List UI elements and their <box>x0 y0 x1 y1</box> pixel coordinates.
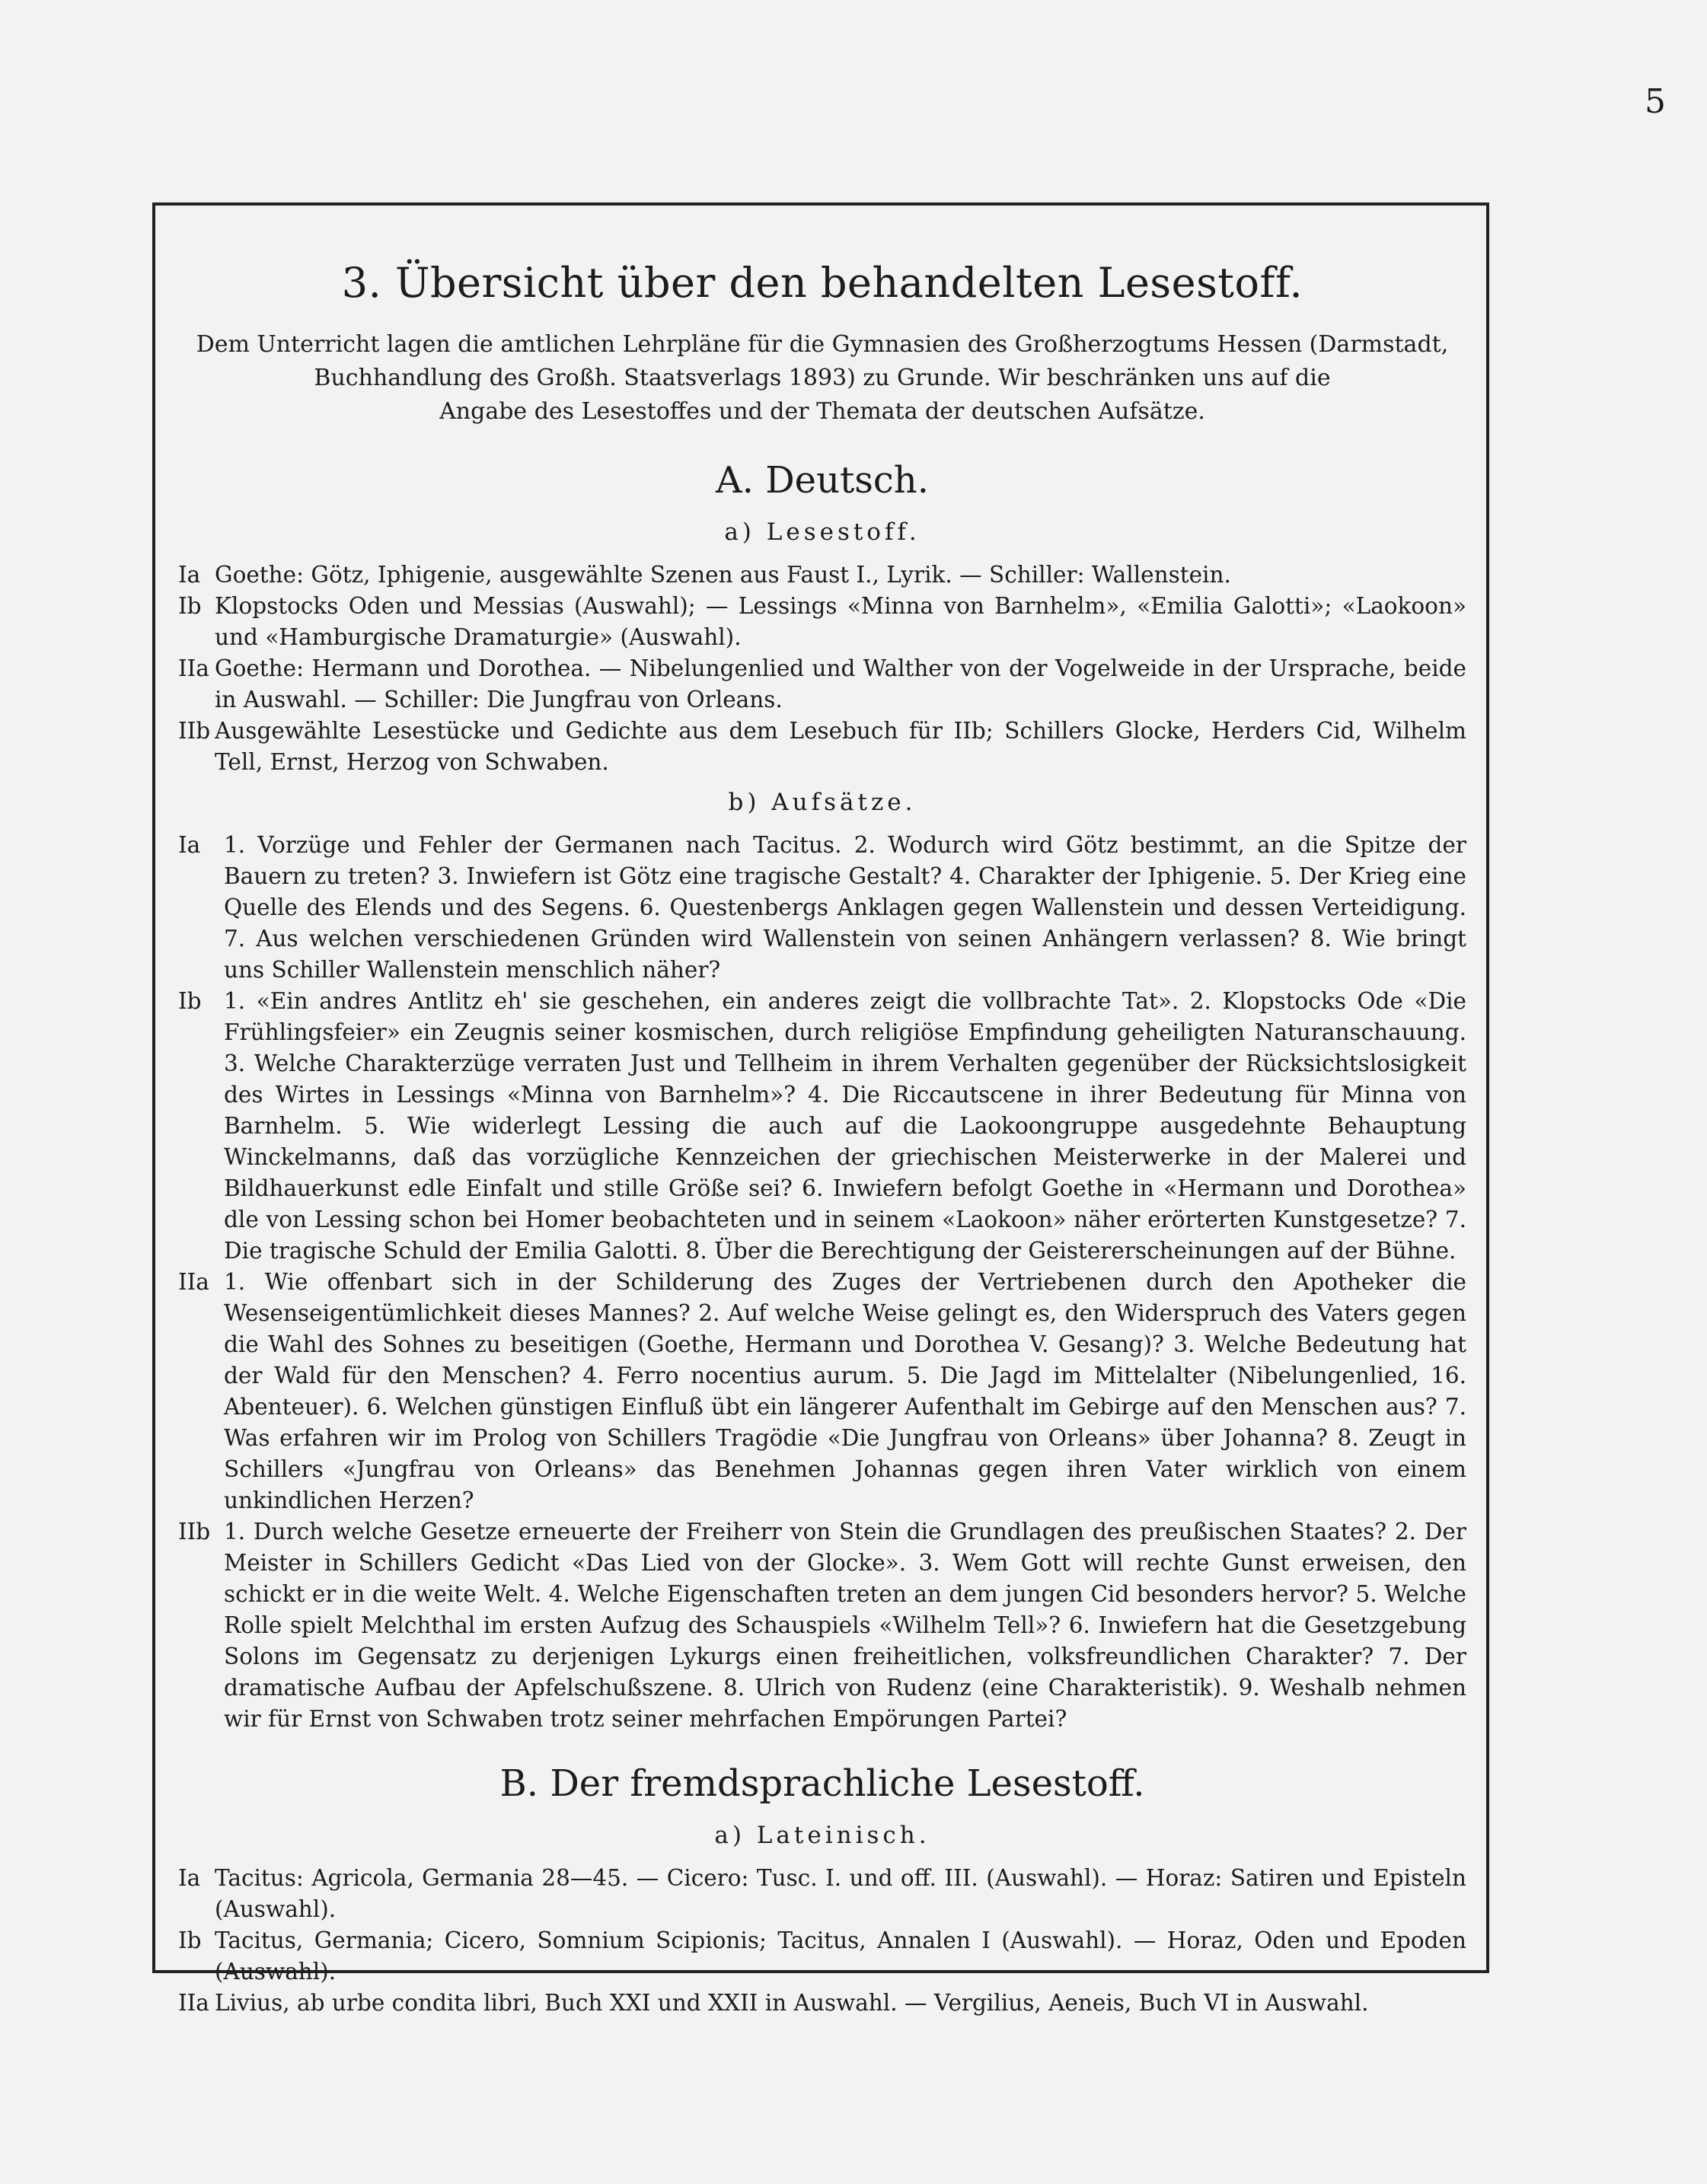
class-label: Ib <box>178 988 202 1014</box>
intro-line: Buchhandlung des Großh. Staatsverlags 1893) zu Grunde. Wir beschränken uns auf die <box>314 365 1331 391</box>
entry-text: Klopstocks Oden und Messias (Auswahl); — Lessings «Minna von Barnhelm», «Emilia Galotti»; «Laokoon» und «Hamburgische Dramaturgie» (Auswahl). <box>215 593 1466 650</box>
list-item <box>178 560 1466 591</box>
class-label: Ia <box>178 562 201 588</box>
page-title: 3. Übersicht über den behandelten Lesestoff. <box>341 259 1303 307</box>
class-label: IIb <box>178 718 211 744</box>
lesestoff-list <box>178 560 1466 778</box>
entry-text: 1. Wie offenbart sich in der Schilderung des Zuges der Vertriebenen durch den Apotheker die Wesenseigentümlichkeit dieses Mannes? 2. Auf welche Weise gelingt es, den Widerspruch des Vaters gegen die Wahl des Sohnes zu beseitigen (Goethe, Hermann und Dorothea V. Gesang)? 3. Welche Bedeutung hat der Wald für den Menschen? 4. Ferro nocentius aurum. 5. Die Jagd im Mittelalter (Nibelungenlied, 16. Abenteuer). 6. Welchen günstigen Einfluß übt ein längerer Aufenthalt im Gebirge auf den Menschen aus? 7. Was erfahren wir im Prolog von Schillers Tragödie «Die Jungfrau von Orleans» über Johanna? 8. Zeugt in Schillers «Jungfrau von Orleans» das Benehmen Johannas gegen ihren Vater wirklich von einem unkindlichen Herzen? <box>224 1269 1466 1513</box>
class-label: Ia <box>178 1865 201 1891</box>
list-item <box>178 653 1466 716</box>
entry-text: 1. «Ein andres Antlitz eh' sie geschehen, ein anderes zeigt die vollbrachte Tat». 2. Klopstocks Ode «Die Frühlingsfeier» ein Zeugnis seiner kosmischen, durch religiöse Empfindung geheiligten Naturanschauung. 3. Welche Charakterzüge verraten Just und Tellheim in ihrem Verhalten gegenüber der Rücksichtslosigkeit des Wirtes in Lessings «Minna von Barnhelm»? 4. Die Riccautscene in ihrer Bedeutung für Minna von Barnhelm. 5. Wie widerlegt Lessing die auch auf die Laokoongruppe ausgedehnte Behauptung Winckelmanns, daß das vorzügliche Kennzeichen der griechischen Meisterwerke in der Malerei und Bildhauerkunst edle Einfalt und stille Größe sei? 6. Inwiefern befolgt Goethe in «Hermann und Dorothea» dle von Lessing schon bei Homer beobachteten und in seinem «Laokoon» näher erörterten Kunstgesetze? 7. Die tragische Schuld der Emilia Galotti. 8. Über die Berechtigung der Geistererscheinungen auf der Bühne. <box>224 988 1466 1264</box>
intro-paragraph <box>178 328 1466 429</box>
class-label: Ib <box>178 1927 202 1953</box>
section-b-title: B. Der fremdsprachliche Lesestoff. <box>499 1762 1145 1805</box>
lesestoff-subtitle: a) Lesestoff. <box>724 518 921 546</box>
entry-text: Tacitus, Germania; Cicero, Somnium Scipionis; Tacitus, Annalen I (Auswahl). — Horaz, Oden und Epoden (Auswahl). <box>215 1927 1466 1985</box>
entry-text: 1. Vorzüge und Fehler der Germanen nach Tacitus. 2. Wodurch wird Götz bestimmt, an die Spitze der Bauern zu treten? 3. Inwiefern ist Götz eine tragische Gestalt? 4. Charakter der Iphigenie. 5. Der Krieg eine Quelle des Elends und des Segens. 6. Questenbergs Anklagen gegen Wallenstein und dessen Verteidigung. 7. Aus welchen verschiedenen Gründen wird Wallenstein von seinen Anhängern verlassen? 8. Wie bringt uns Schiller Wallenstein menschlich näher? <box>224 832 1466 983</box>
class-label: IIa <box>178 1269 209 1295</box>
list-item <box>178 1863 1466 1925</box>
entry-text: Tacitus: Agricola, Germania 28—45. — Cicero: Tusc. I. und off. III. (Auswahl). — Horaz: Satiren und Episteln (Auswahl). <box>215 1865 1466 1922</box>
list-item <box>178 1267 1466 1516</box>
list-item <box>178 1516 1466 1735</box>
latein-list <box>178 1863 1466 2019</box>
list-item <box>178 830 1466 986</box>
aufsaetze-subtitle: b) Aufsätze. <box>728 789 917 816</box>
class-label: IIa <box>178 655 209 681</box>
aufsaetze-list <box>178 830 1466 1735</box>
page-number: 5 <box>1645 82 1666 121</box>
class-label: IIa <box>178 1990 209 2016</box>
list-item <box>178 1988 1466 2019</box>
intro-line: Dem Unterricht lagen die amtlichen Lehrpläne für die Gymnasien des Großherzogtums Hessen (Darmstadt, <box>196 331 1449 358</box>
entry-text: Livius, ab urbe condita libri, Buch XXI und XXII in Auswahl. — Vergilius, Aeneis, Buch VI in Auswahl. <box>215 1990 1369 2016</box>
entry-text: Ausgewählte Lesestücke und Gedichte aus dem Lesebuch für IIb; Schillers Glocke, Herders Cid, Wilhelm Tell, Ernst, Herzog von Schwaben. <box>215 718 1466 775</box>
list-item <box>178 716 1466 778</box>
entry-text: 1. Durch welche Gesetze erneuerte der Freiherr von Stein die Grundlagen des preußischen Staates? 2. Der Meister in Schillers Gedicht «Das Lied von der Glocke». 3. Wem Gott will rechte Gunst erweisen, den schickt er in die weite Welt. 4. Welche Eigenschaften treten an dem jungen Cid besonders hervor? 5. Welche Rolle spielt Melchthal im ersten Aufzug des Schauspiels «Wilhelm Tell»? 6. Inwiefern hat die Gesetzgebung Solons im Gegensatz zu derjenigen Lykurgs einen freiheitlichen, volksfreundlichen Charakter? 7. Der dramatische Aufbau der Apfelschußszene. 8. Ulrich von Rudenz (eine Charakteristik). 9. Weshalb nehmen wir für Ernst von Schwaben trotz seiner mehrfachen Empörungen Partei? <box>224 1519 1466 1732</box>
class-label: Ia <box>178 832 201 858</box>
list-item <box>178 591 1466 653</box>
list-item <box>178 986 1466 1267</box>
latein-subtitle: a) Lateinisch. <box>714 1822 930 1849</box>
class-label: Ib <box>178 593 202 619</box>
section-a-title: A. Deutsch. <box>716 459 929 502</box>
list-item <box>178 1925 1466 1988</box>
content-frame <box>152 202 1489 2016</box>
entry-text: Goethe: Hermann und Dorothea. — Nibelungenlied und Walther von der Vogelweide in der Ursprache, beide in Auswahl. — Schiller: Die Jungfrau von Orleans. <box>215 655 1466 713</box>
class-label: IIb <box>178 1519 211 1545</box>
entry-text: Goethe: Götz, Iphigenie, ausgewählte Szenen aus Faust I., Lyrik. — Schiller: Wallenstein. <box>215 562 1231 588</box>
intro-line: Angabe des Lesestoffes und der Themata der deutschen Aufsätze. <box>439 398 1205 425</box>
